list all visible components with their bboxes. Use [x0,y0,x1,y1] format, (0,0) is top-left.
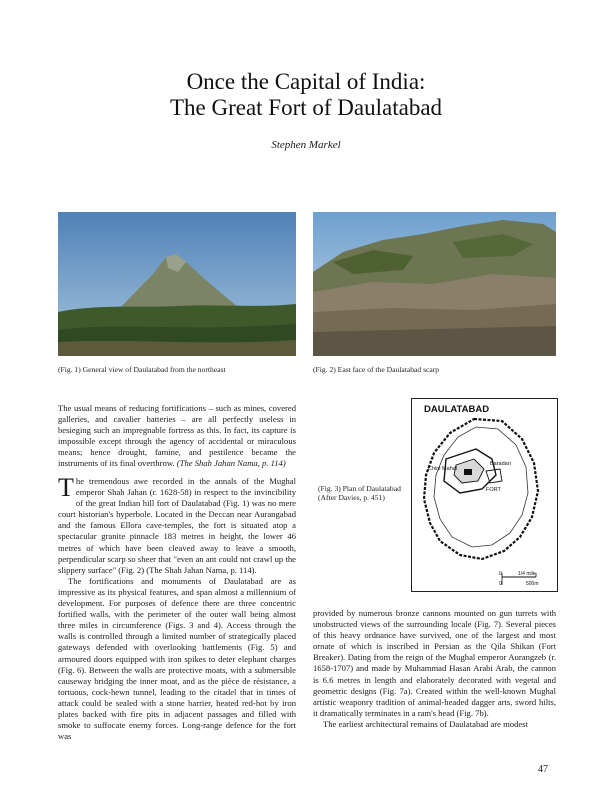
epigraph-text: The usual means of reducing fortifications – such as mines, covered galleries, and cavalier batteries – are all perfectly useless in besieging such an impregnable fortress as this. In fact, its capture is impossible except through the agency of accidental or miraculous means; hence drought, famine, and pestilence became the instruments of its final overthrow. [58,403,296,469]
map-scale-top: 1/4 mile [518,571,536,577]
map-label-baradari: Baradari [490,461,511,467]
map-scale-bottom: 500m [526,581,539,587]
fig2-photo [313,212,556,356]
body-paragraph-4: The earliest architectural remains of Daulatabad are modest [323,718,528,729]
fig1-caption: (Fig. 1) General view of Daulatabad from the northeast [58,365,226,374]
body-paragraph-2: The fortifications and monuments of Daulatabad are as impressive as its physical features, and span almost a millennium of development. For purposes of defence there are three concentric fortified walls, with the perimeter of the outer wall being almost three miles in circumference (Figs. 3 and 4). Access through the walls is controlled through a limited number of strategically placed gateways defended with overlooking battlements (Fig. 5) and armoured doors equipped with iron spikes to deter elephant charges (Fig. 6). Between the walls are protective moats, with a submersible causeway bridging the inner moat, and as the pièce de résistance, a tortuous, cock-hewn tunnel, leading to the citadel that in times of attack could be sealed with a stone barrier, heated red-hot by iron plates backed with fire pits in adjacent passages and filled with smoke to suffocate enemy forces. Long-range defence for the fort was [58,575,296,742]
body-paragraph-3: provided by numerous bronze cannons mounted on gun turrets with unobstructed views of the surrounding locale (Fig. 7). Several pieces of this heavy ordnance have survived, one of the largest and most ornate of which is inscribed in Persian as the Qila Shikan (Fort Breaker). Dating from the reign of the Mughal emperor Aurangzeb (r. 1658-1707) and made by Muhammad Hasan Arabi Arab, the cannon is 6.6 metres in length and elaborately decorated with vegetal and geometric designs (Fig. 7a). Created within the well-known Mughal artistic weaponry tradition of animal-headed dagger arts, sword hilts, it dramatically terminates in a ram's head (Fig. 7b). [313,608,556,718]
map-label-fort: FORT [486,487,501,493]
page-number: 47 [538,764,548,775]
epigraph [58,403,296,470]
body-left-column [58,473,296,742]
fig1-landscape-image [58,212,296,356]
epigraph-citation: (The Shah Jahan Nama, p. 114) [176,458,286,469]
body-paragraph-1 [58,473,296,576]
map-title: DAULATABAD [424,404,490,415]
dropcap: T [58,473,74,502]
fig3-caption: (Fig. 3) Plan of Daulatabad (After Davies, p. 451) [318,484,401,502]
article-title-line1: Once the Capital of India: [186,69,426,94]
fig2-scarp-image [313,212,556,356]
fig2-caption: (Fig. 2) East face of the Daulatabad scarp [313,365,440,374]
article-title-line2: The Great Fort of Daulatabad [169,95,443,120]
map-scale-zero-top: 0 [499,571,502,577]
map-scale-zero-bottom: 0 [499,581,502,587]
body-paragraph-1-text: he tremendous awe recorded in the annals of the Mughal emperor Shah Jahan (r. 1628-58) in respect to the invincibility of the great Indian hill fort of Daulatabad (Fig. 1) was no mere court historian's hyperbole. Located in the Deccan near Aurangabad and the famous Ellora cave-temples, the fort is situated atop a spectacular granite pinnacle 183 metres in height, the lower 46 metres of which have been cleaved away to leave a smooth, perpendicular scarp so sheer that "even an ant could not crawl up the slippery surface" (Fig. 2) (The Shah Jahan Nama, p. 114). [58,476,296,575]
body-right-column [313,608,556,730]
article-author: Stephen Markel [271,139,341,151]
fig3-map [411,398,558,592]
fig1-photo [58,212,296,356]
fortifications-plan-diagram [412,399,557,591]
map-label-chini-mahal: Chini Mahal [428,466,458,472]
